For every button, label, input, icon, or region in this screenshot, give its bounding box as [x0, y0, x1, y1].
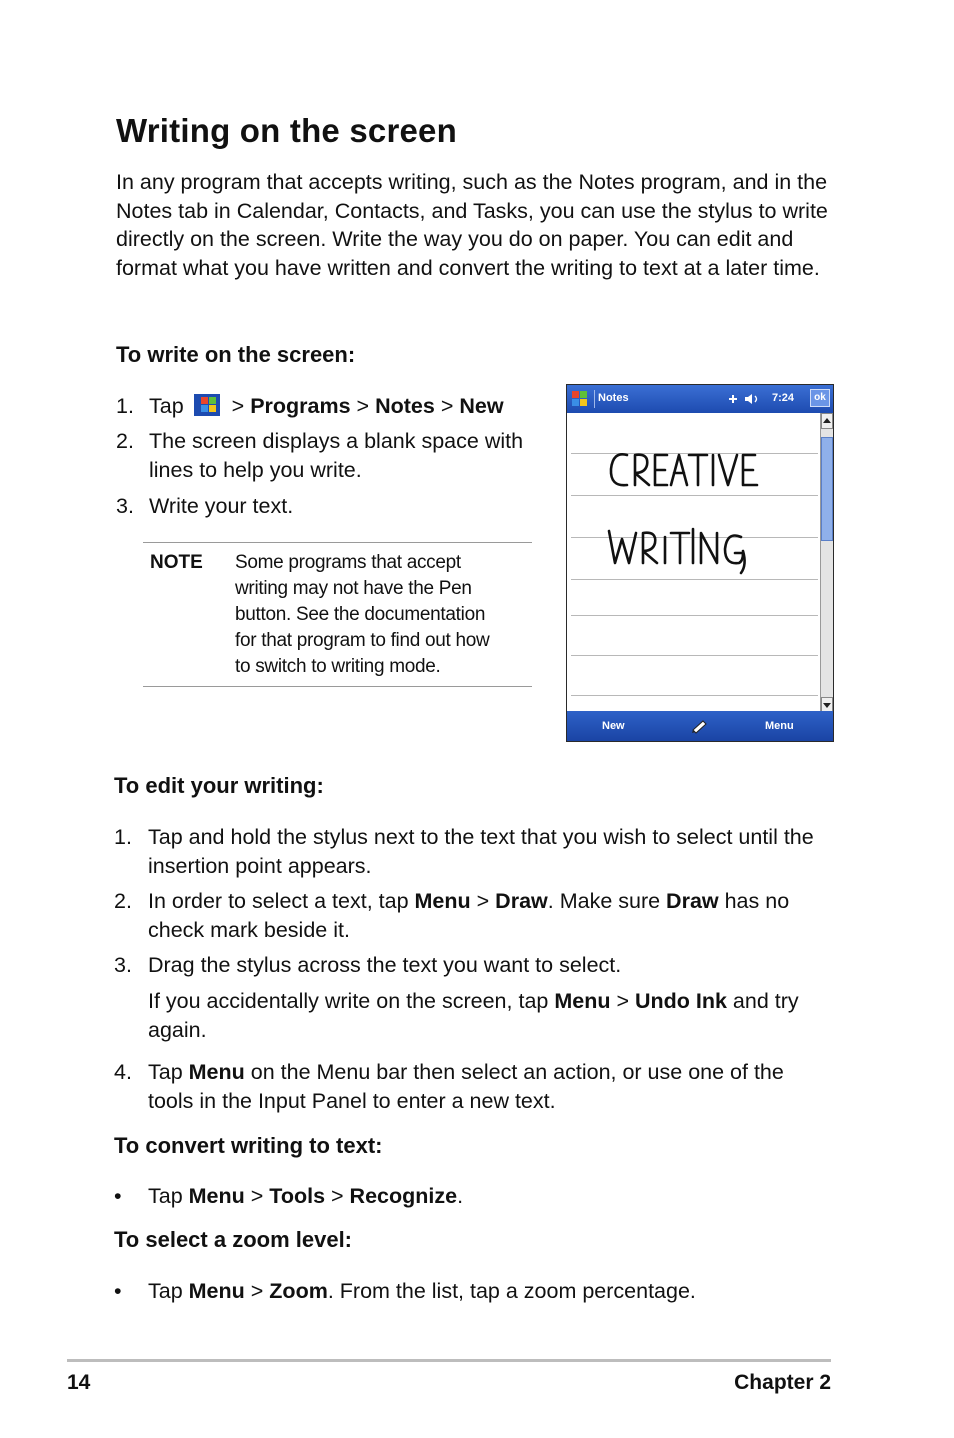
new-softkey[interactable]: New [602, 720, 625, 732]
vertical-scrollbar[interactable] [820, 413, 833, 713]
menu-bar [567, 711, 833, 741]
edit-step-3-detail: If you accidentally write on the screen, tap Menu > Undo Ink and try again. [148, 989, 799, 1042]
page-number: 14 [67, 1371, 91, 1394]
notes-label: Notes [375, 394, 435, 418]
start-flag-icon [570, 390, 590, 408]
arrow-up-icon [822, 414, 832, 428]
clock: 7:24 [772, 392, 795, 404]
scroll-up-button[interactable] [821, 413, 833, 429]
step-text: Drag the stylus across the text you want to select. [148, 953, 622, 977]
convert-heading: To convert writing to text: [114, 1133, 383, 1158]
write-heading: To write on the screen: [116, 342, 356, 367]
step-text: Tap Menu on the Menu bar then select an action, or use one of the tools in the Input Panel to enter a new text. [148, 1060, 784, 1113]
step-text: The screen displays a blank space with lines to help you write. [149, 429, 524, 482]
menu-softkey[interactable]: Menu [765, 720, 794, 732]
chapter-label: Chapter 2 [734, 1371, 831, 1394]
programs-label: Programs [250, 394, 351, 418]
new-label: New [459, 394, 504, 418]
status-icons [727, 392, 761, 406]
app-title: Notes [598, 392, 629, 404]
start-flag-icon [194, 394, 220, 416]
step-text: Tap and hold the stylus next to the text that you wish to select until the insertion point appears. [148, 825, 814, 878]
footer-divider [67, 1359, 831, 1362]
ok-button[interactable]: ok [810, 389, 830, 407]
step-number: 1. [116, 394, 134, 418]
note-label: NOTE [150, 552, 203, 573]
handwriting-ink [605, 445, 795, 585]
notes-screenshot [566, 384, 834, 742]
zoom-heading: To select a zoom level: [114, 1227, 353, 1252]
title-bar [567, 385, 833, 413]
pen-icon[interactable] [690, 718, 710, 734]
note-box [143, 542, 532, 687]
page-title: Writing on the screen [116, 112, 457, 149]
step-text: Write your text. [149, 494, 294, 518]
arrow-down-icon [822, 698, 832, 712]
step-text: Tap [149, 394, 184, 418]
edit-heading: To edit your writing: [114, 773, 324, 798]
step-text: In order to select a text, tap Menu > Draw. Make sure Draw has no check mark beside it. [148, 889, 790, 942]
scroll-thumb[interactable] [821, 437, 833, 541]
intro-paragraph: In any program that accepts writing, such as the Notes program, and in the Notes tab in Calendar, Contacts, and Tasks, you can use the stylus to write directly on the screen. Write the way you do on paper. You can edit and format what you have written and convert the writing to text at a later time. [116, 170, 828, 280]
note-text: Some programs that accept writing may not have the Pen button. See the documentation for that program to find out how to switch to writing mode. [235, 552, 490, 677]
